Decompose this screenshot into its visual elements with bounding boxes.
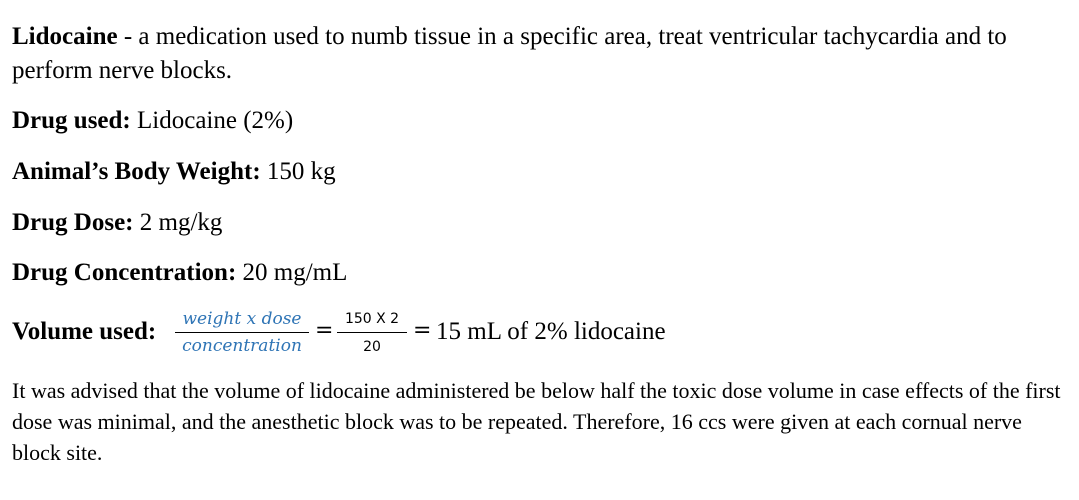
calculation-denominator: 20 [363,339,381,355]
drug-used-label: Drug used: [12,107,131,134]
calculation-numerator: 150 X 2 [344,311,400,327]
volume-used-label: Volume used: [12,318,157,345]
formula-numerator: weight x dose [182,309,302,329]
drug-dose-value: 2 mg/kg [133,209,223,236]
equals-sign: = [315,318,334,343]
drug-dose-label: Drug Dose: [12,209,134,236]
drug-concentration-line [12,256,347,290]
intro-paragraph [12,20,1062,88]
volume-used-line [12,306,1062,362]
calculation-fraction [337,306,407,361]
volume-result: 15 mL of 2% lidocaine [436,318,666,345]
drug-concentration-label: Drug Concentration: [12,259,237,286]
formula-fraction [175,306,309,359]
drug-used-value: Lidocaine (2%) [130,107,294,134]
intro-definition: - a medication used to numb tissue in a specific area, treat ventricular tachycardia and to perform nerve blocks. [12,23,1007,84]
equals-sign: = [413,318,432,343]
body-weight-label: Animal’s Body Weight: [12,158,261,185]
body-weight-line [12,155,336,189]
drug-concentration-value: 20 mg/mL [236,259,348,286]
closing-paragraph: It was advised that the volume of lidocaine administered be below half the toxic dose volume in case effects of the first dose was minimal, and the anesthetic block was to be repeated. Therefore, 16 ccs were given at each cornual nerve block site. [12,378,1061,465]
body-weight-value: 150 kg [260,158,336,185]
drug-used-line [12,104,293,138]
intro-term: Lidocaine [12,23,118,50]
formula-denominator: concentration [182,336,302,356]
drug-dose-line [12,206,222,240]
